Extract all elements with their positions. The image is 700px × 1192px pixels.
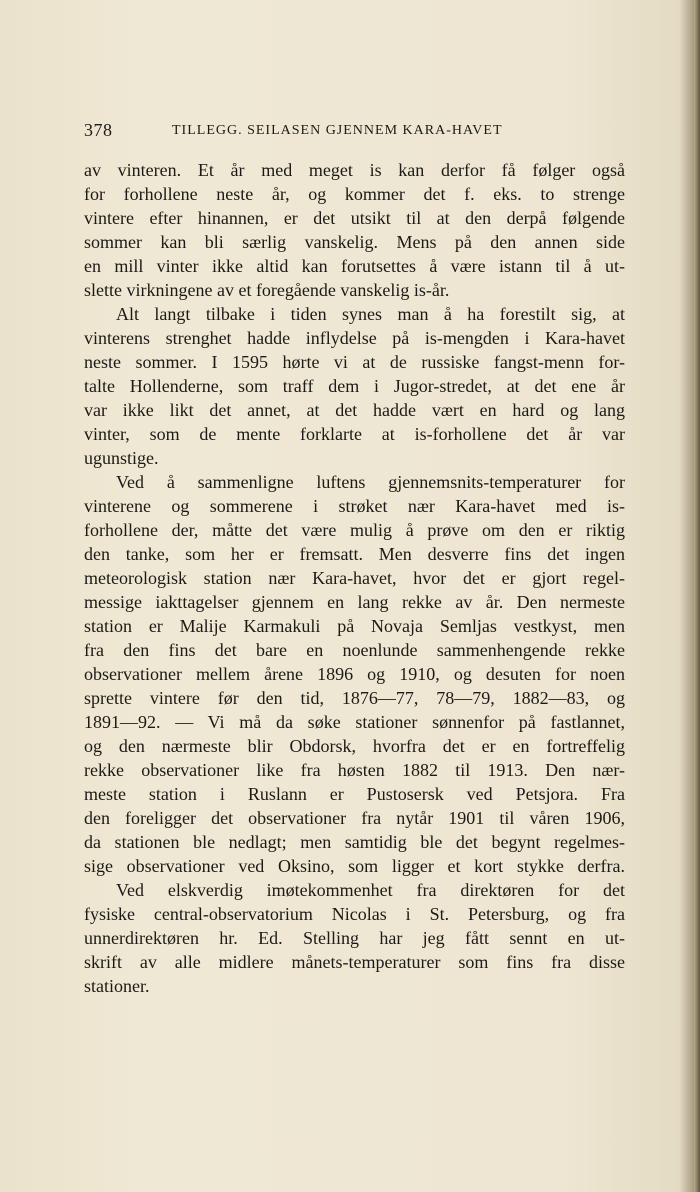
- text-line: Alt langt tilbake i tiden synes man å ha forestilt sig, at: [116, 304, 625, 324]
- text-line: av vinteren. Et år med meget is kan derfor få følger også: [84, 160, 625, 180]
- text-line: sige observationer ved Oksino, som ligger et kort stykke derfra.: [84, 856, 625, 876]
- text-line: da stationen ble nedlagt; men samtidig ble det begynt regelmes-: [84, 832, 625, 852]
- text-line: den tanke, som her er fremsatt. Men desverre fins det ingen: [84, 544, 625, 564]
- text-line: unnerdirektøren hr. Ed. Stelling har jeg fått sennt en ut-: [84, 928, 625, 948]
- text-line: var ikke likt det annet, at det hadde vært en hard og lang: [84, 400, 625, 420]
- text-line: for forhollene neste år, og kommer det f. eks. to strenge: [84, 184, 625, 204]
- text-line: vinterene og sommerene i strøket nær Kara-havet med is-: [84, 496, 625, 516]
- text-line: station er Malije Karmakuli på Novaja Semljas vestkyst, men: [84, 616, 625, 636]
- text-line: talte Hollenderne, som traff dem i Jugor-stredet, at det ene år: [84, 376, 625, 396]
- text-line: meste station i Ruslann er Pustosersk ved Petsjora. Fra: [84, 784, 625, 804]
- text-line: sprette vintere før den tid, 1876—77, 78—79, 1882—83, og: [84, 688, 625, 708]
- running-head: TILLEGG. SEILASEN GJENNEM KARA-HAVET: [172, 123, 503, 138]
- text-line: slette virkningene av et foregående vanskelig is-år.: [84, 280, 450, 300]
- text-line: vinter, som de mente forklarte at is-forhollene det år var: [84, 424, 625, 444]
- page-number: 378: [84, 120, 113, 140]
- text-line: meteorologisk station nær Kara-havet, hvor det er gjort regel-: [84, 568, 625, 588]
- text-line: en mill vinter ikke altid kan forutsettes å være istann til å ut-: [84, 256, 625, 276]
- text-line: og den nærmeste blir Obdorsk, hvorfra det er en fortreffelig: [84, 736, 625, 756]
- body-text: [84, 158, 625, 998]
- text-line: Ved å sammenligne luftens gjennemsnits-temperaturer for: [116, 472, 625, 492]
- page-header: [84, 120, 624, 142]
- text-line: sommer kan bli særlig vanskelig. Mens på den annen side: [84, 232, 625, 252]
- text-line: stationer.: [84, 976, 150, 996]
- text-line: ugunstige.: [84, 448, 159, 468]
- text-line: 1891—92. — Vi må da søke stationer sønnenfor på fastlannet,: [84, 712, 625, 732]
- text-line: forhollene der, måtte det være mulig å prøve om den er riktig: [84, 520, 625, 540]
- text-line: Ved elskverdig imøtekommenhet fra direktøren for det: [116, 880, 625, 900]
- text-line: messige iakttagelser gjennem en lang rekke av år. Den nermeste: [84, 592, 625, 612]
- page-edge-shadow: [694, 0, 700, 1192]
- text-line: vintere efter hinannen, er det utsikt til at den derpå følgende: [84, 208, 625, 228]
- text-line: neste sommer. I 1595 hørte vi at de russiske fangst-menn for-: [84, 352, 625, 372]
- text-line: skrift av alle midlere månets-temperaturer som fins fra disse: [84, 952, 625, 972]
- text-line: den foreligger det observationer fra nytår 1901 til våren 1906,: [84, 808, 625, 828]
- text-line: rekke observationer like fra høsten 1882 til 1913. Den nær-: [84, 760, 625, 780]
- text-line: vinterens strenghet hadde inflydelse på is-mengden i Kara-havet: [84, 328, 625, 348]
- text-line: fra den fins det bare en noenlunde sammenhengende rekke: [84, 640, 625, 660]
- text-line: fysiske central-observatorium Nicolas i St. Petersburg, og fra: [84, 904, 625, 924]
- text-line: observationer mellem årene 1896 og 1910, og desuten for noen: [84, 664, 625, 684]
